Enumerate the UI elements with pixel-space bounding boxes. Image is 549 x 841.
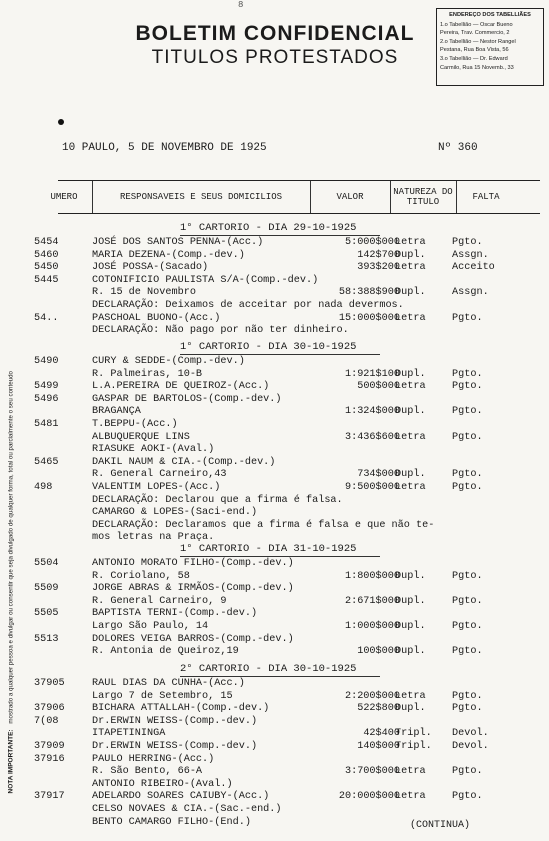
table-row	[0, 368, 549, 381]
responsible-party: R. General Carneiro,43	[92, 469, 227, 481]
table-row	[0, 286, 549, 299]
table-header	[50, 180, 540, 214]
amount: 500$000	[357, 381, 400, 393]
document-type: Letra	[395, 431, 426, 443]
responsible-party: DOLORES VEIGA BARROS-(Comp.-dev.)	[92, 633, 294, 645]
responsible-party: Dr.ERWIN WEISS-(Comp.-dev.)	[92, 741, 258, 752]
table-row	[0, 443, 549, 456]
protest-reason: Pgto.	[452, 621, 483, 632]
document-type: Dupl.	[395, 570, 426, 582]
document-type: Dupl.	[395, 703, 426, 715]
table-row	[0, 261, 549, 274]
entry-number: 5504	[34, 558, 59, 569]
responsible-party: MARIA DEZENA-(Comp.-dev.)	[92, 249, 245, 261]
document-type: Dupl.	[395, 621, 426, 632]
protest-reason: Pgto.	[452, 312, 483, 324]
table-row	[0, 702, 549, 715]
table-row	[0, 740, 549, 753]
protest-reason: Pgto.	[452, 791, 483, 803]
protest-reason: Pgto.	[452, 381, 483, 393]
amount: 3:700$000	[344, 766, 400, 778]
responsible-party: L.A.PEREIRA DE QUEIROZ-(Acc.)	[92, 381, 270, 393]
protest-reason: Pgto.	[452, 703, 483, 715]
col-header-valor: VALOR	[336, 192, 364, 202]
protest-reason: Pgto.	[452, 469, 483, 481]
amount: 100$000	[357, 646, 400, 658]
table-row	[0, 607, 549, 620]
section-heading: 1° CARTORIO - DIA 31-10-1925	[180, 543, 357, 555]
entry-number: 54..	[34, 312, 59, 324]
table-row	[0, 355, 549, 368]
document-type: Tripl.	[395, 741, 432, 752]
entry-number: 5496	[34, 393, 59, 405]
protest-reason: Devol.	[452, 728, 489, 740]
document-type: Letra	[395, 690, 426, 702]
table-row	[0, 468, 549, 481]
responsible-party: RIASUKE AOKI-(Aval.)	[92, 444, 215, 456]
responsible-party: DECLARAÇÃO: Declarou que a firma é falsa.	[92, 494, 343, 506]
amount: 20:000$000	[338, 791, 400, 803]
table-row	[0, 494, 549, 507]
responsible-party: ANTONIO RIBEIRO-(Aval.)	[92, 778, 233, 790]
table-row	[0, 765, 549, 778]
section-heading: 1° CARTORIO - DIA 29-10-1925	[180, 222, 357, 234]
document-type: Dupl.	[395, 646, 426, 658]
responsible-party: BAPTISTA TERNI-(Comp.-dev.)	[92, 608, 258, 620]
responsible-party: T.BEPPU-(Acc.)	[92, 419, 178, 430]
side-note-text: mostrado a qualquer pessoa e divulgar ou consentir que seja divulgado de qualquer forma, total ou parcialmente o seu conteudo	[7, 371, 15, 724]
responsible-party: R. Palmeiras, 10-B	[92, 368, 203, 380]
protest-reason: Pgto.	[452, 368, 483, 380]
amount: 734$000	[357, 469, 400, 481]
responsible-party: JOSÉ POSSA-(Sacado)	[92, 262, 209, 274]
document-type: Dupl.	[395, 249, 426, 261]
table-row	[0, 620, 549, 633]
table-row	[0, 727, 549, 740]
amount: 2:671$000	[344, 595, 400, 607]
protest-reason: Pgto.	[452, 690, 483, 702]
date-line: 10 PAULO, 5 DE NOVEMBRO DE 1925	[62, 142, 267, 154]
table-row	[0, 393, 549, 406]
amount: 42$400	[363, 728, 400, 740]
protest-reason: Assgn.	[452, 249, 489, 261]
protest-reason: Pgto.	[452, 646, 483, 658]
table-row	[0, 677, 549, 690]
amount: 58:388$900	[338, 287, 400, 299]
table-row	[0, 274, 549, 287]
protest-reason: Pgto.	[452, 237, 483, 248]
table-row	[0, 249, 549, 262]
entry-number: 37917	[34, 791, 65, 803]
entry-number: 5450	[34, 262, 59, 274]
table-row	[0, 380, 549, 393]
responsible-party: DECLARAÇÃO: Não pago por não ter dinheiro.	[92, 325, 349, 337]
bulletin-subtitle: TITULOS PROTESTADOS	[151, 47, 399, 68]
responsible-party: ITAPETININGA	[92, 728, 166, 740]
protest-reason: Pgto.	[452, 482, 483, 493]
document-type: Letra	[395, 766, 426, 778]
col-header-natureza: NATUREZA DO TITULO	[393, 187, 453, 207]
document-type: Letra	[395, 312, 426, 324]
notary-box-title: ENDEREÇO DOS TABELLIÃES	[449, 12, 531, 18]
table-row	[0, 236, 549, 249]
table-row	[0, 456, 549, 469]
entry-number: 5505	[34, 608, 59, 620]
entry-number: 5445	[34, 274, 59, 286]
entry-number: 37916	[34, 753, 65, 765]
table-row	[0, 753, 549, 766]
ink-dot	[58, 119, 64, 125]
entry-number: 5509	[34, 583, 59, 595]
responsible-party: R. General Carneiro, 9	[92, 595, 227, 607]
side-note-label: NOTA IMPORTANTE:	[7, 729, 15, 794]
responsible-party: ANTONIO MORATO FILHO-(Comp.-dev.)	[92, 558, 294, 569]
document-type: Dupl.	[395, 406, 426, 418]
responsible-party: DAKIL NAUM & CIA.-(Comp.-dev.)	[92, 456, 276, 468]
table-row	[0, 418, 549, 431]
section-heading: 2° CARTORIO - DIA 30-10-1925	[180, 663, 357, 675]
entry-number: 37905	[34, 678, 65, 689]
document-type: Dupl.	[395, 469, 426, 481]
table-row	[0, 405, 549, 418]
protest-reason: Pgto.	[452, 595, 483, 607]
entry-number: 5454	[34, 237, 59, 248]
table-row	[0, 519, 549, 532]
responsible-party: R. Coriolano, 58	[92, 570, 190, 582]
responsible-party: GASPAR DE BARTOLOS-(Comp.-dev.)	[92, 393, 282, 405]
table-row	[0, 803, 549, 816]
amount: 1:000$000	[344, 621, 400, 632]
document-type: Tripl.	[395, 728, 432, 740]
document-type: Letra	[395, 791, 426, 803]
protest-reason: Devol.	[452, 741, 489, 752]
table-row	[0, 506, 549, 519]
responsible-party: JOSÉ DOS SANTOS PENNA-(Acc.)	[92, 237, 264, 248]
entry-number: 5490	[34, 356, 59, 367]
responsible-party: PASCHOAL BUONO-(Acc.)	[92, 312, 221, 324]
table-row	[0, 324, 549, 337]
notary-line: 1.o Tabellião — Oscar Bueno	[440, 21, 513, 28]
document-type: Dupl.	[395, 368, 426, 380]
continua-label: (CONTINUA)	[410, 820, 471, 831]
responsible-party: Largo São Paulo, 14	[92, 621, 209, 632]
responsible-party: RAUL DIAS DA CUNHA-(Acc.)	[92, 678, 245, 689]
entry-number: 5513	[34, 633, 59, 645]
notary-line: 2.o Tabellião — Nestor Rangel	[440, 38, 516, 45]
responsible-party: R. Antonia de Queiroz,19	[92, 646, 239, 658]
table-row	[0, 778, 549, 791]
document-type: Letra	[395, 482, 426, 493]
table-row	[0, 690, 549, 703]
responsible-party: BENTO CAMARGO FILHO-(End.)	[92, 816, 251, 828]
bulletin-number: Nº 360	[438, 142, 478, 154]
entry-number: 5481	[34, 419, 59, 430]
amount: 522$800	[357, 703, 400, 715]
section-heading: 1° CARTORIO - DIA 30-10-1925	[180, 341, 357, 353]
document-type: Dupl.	[395, 595, 426, 607]
responsible-party: DECLARAÇÃO: Declaramos que a firma é falsa e que não te-	[92, 519, 435, 531]
protest-reason: Pgto.	[452, 406, 483, 418]
responsible-party: CAMARGO & LOPES-(Saci-end.)	[92, 507, 258, 519]
responsible-party: ALBUQUERQUE LINS	[92, 431, 190, 443]
protest-reason: Pgto.	[452, 570, 483, 582]
amount: 15:000$000	[338, 312, 400, 324]
notary-line: 3.o Tabellião — Dr. Edward	[440, 55, 508, 62]
amount: 393$200	[357, 262, 400, 274]
table-row	[0, 790, 549, 803]
responsible-party: JORGE ABRAS & IRMÃOS-(Comp.-dev.)	[92, 583, 294, 595]
document-type: Letra	[395, 237, 426, 248]
table-row	[0, 582, 549, 595]
entry-number: 498	[34, 482, 53, 493]
bulletin-title: BOLETIM CONFIDENCIAL	[135, 22, 415, 45]
protest-reason: Acceito	[452, 262, 495, 274]
responsible-party: Largo 7 de Setembro, 15	[92, 690, 233, 702]
table-row	[0, 645, 549, 658]
responsible-party: CELSO NOVAES & CIA.-(Sac.-end.)	[92, 804, 282, 815]
protest-reason: Pgto.	[452, 431, 483, 443]
notary-address-box	[436, 8, 544, 86]
entry-number: 37909	[34, 741, 65, 752]
entry-number: 5465	[34, 456, 59, 468]
responsible-party: BRAGANÇA	[92, 406, 141, 418]
table-row	[0, 481, 549, 494]
responsible-party: VALENTIM LOPES-(Acc.)	[92, 482, 221, 493]
col-header-number: UMERO	[50, 192, 78, 202]
notary-line: Carmilo, Rua 15 Novemb., 33	[440, 64, 514, 71]
protest-reason: Pgto.	[452, 766, 483, 778]
entry-number: 7(08	[34, 715, 59, 727]
table-row	[0, 431, 549, 444]
entry-number: 37906	[34, 703, 65, 715]
amount: 1:921$100	[344, 368, 400, 380]
notary-line: Pereira, Trav. Commercio, 2	[440, 30, 510, 37]
responsible-party: COTONIFICIO PAULISTA S/A-(Comp.-dev.)	[92, 274, 319, 286]
top-mark: 8	[238, 0, 244, 10]
table-row	[0, 570, 549, 583]
protest-reason: Assgn.	[452, 287, 489, 299]
table-row	[0, 715, 549, 728]
responsible-party: R. São Bento, 66-A	[92, 766, 203, 778]
responsible-party: Dr.ERWIN WEISS-(Comp.-dev.)	[92, 715, 258, 727]
amount: 2:200$000	[344, 690, 400, 702]
responsible-party: BICHARA ATTALLAH-(Comp.-dev.)	[92, 703, 270, 715]
responsible-party: mos letras na Praça.	[92, 532, 215, 544]
amount: 3:436$600	[344, 431, 400, 443]
col-header-responsaveis: RESPONSAVEIS E SEUS DOMICILIOS	[119, 192, 283, 202]
responsible-party: ADELARDO SOARES CAIUBY-(Acc.)	[92, 791, 270, 803]
table-row	[0, 557, 549, 570]
table-row	[0, 633, 549, 646]
entry-number: 5499	[34, 381, 59, 393]
responsible-party: CURY & SEDDE-(Comp.-dev.)	[92, 356, 245, 367]
table-row	[0, 312, 549, 325]
amount: 1:324$000	[344, 406, 400, 418]
amount: 142$700	[357, 249, 400, 261]
document-type: Letra	[395, 381, 426, 393]
table-row	[0, 595, 549, 608]
document-type: Dupl.	[395, 287, 426, 299]
amount: 140$000	[357, 741, 400, 752]
amount: 9:500$000	[344, 482, 400, 493]
table-row	[0, 299, 549, 312]
amount: 1:800$000	[344, 570, 400, 582]
responsible-party: R. 15 de Novembro	[92, 287, 196, 299]
notary-line: Pestana, Rua Boa Vista, 56	[440, 47, 509, 54]
document-type: Letra	[395, 262, 426, 274]
responsible-party: PAULO HERRING-(Acc.)	[92, 753, 215, 765]
amount: 5:000$000	[344, 237, 400, 248]
entry-number: 5460	[34, 249, 59, 261]
responsible-party: DECLARAÇÃO: Deixamos de acceitar por nada devermos.	[92, 300, 404, 311]
col-header-falta: FALTA	[472, 192, 500, 202]
